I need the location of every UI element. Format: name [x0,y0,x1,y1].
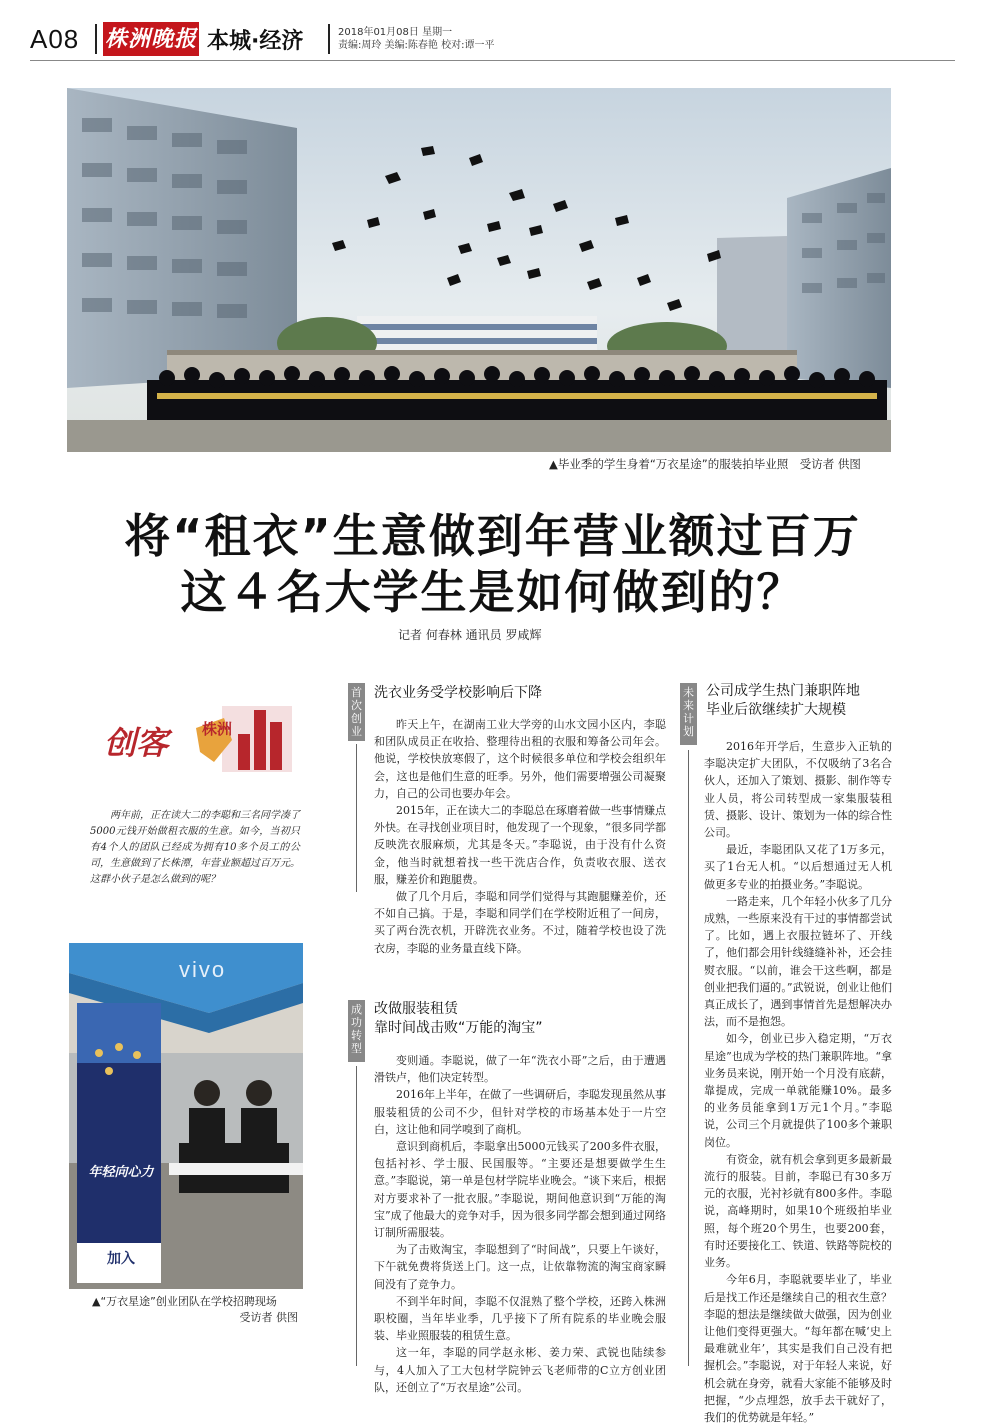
section3-paragraph: 一路走来，几个年轻小伙多了几分成熟，一些原来没有干过的事情都尝试了。比如，遇上衣服拉链坏了、开线了，他们都会用针线缝缝补补，还会挂熨衣服。“以前，谁会干这些啊，都是创业把我们逼的。”武锐说，创业让他们真正成长了，遇到事情首先是想解决办法，而不是抱怨。 [704,894,892,1029]
banner-join-text: 加入 [107,1251,135,1267]
column-rule [356,744,357,892]
section3-title-line1: 公司成学生热门兼职阵地 [706,683,860,699]
column-logo [104,700,294,774]
section1-title: 洗衣业务受学校影响后下降 [374,685,542,701]
section2-paragraph: 不到半年时间，李聪不仅混熟了整个学校，还跨入株洲职校圈，当年毕业季，几乎接下了所有院系的毕业晚会服装、毕业照服装的租赁生意。 [374,1294,666,1343]
section3-paragraph: 2016年开学后，生意步入正轨的李聪决定扩大团队，不仅吸纳了3名合伙人，还加入了策划、摄影、制作等专业人员，将公司转型成一家集服装租赁、摄影、设计、策划为一体的综合性公司。 [704,740,892,840]
section3-paragraph: 今年6月，李聪就要毕业了，毕业后是找工作还是继续自己的租衣生意？李聪的想法是继续做大做强，因为创业让他们变得更强大。“每年都在喊‘史上最难就业年’，其实是我们自己没有把握机会。”李聪说，对于年轻人来说，好机会就在身旁，就看大家能不能够及时把握，“少点埋怨，放手去干就好了，我们的优势就是年轻。” [704,1273,892,1424]
issue-editors: 责编:周玲 美编:陈春艳 校对:谭一平 [338,40,495,51]
column-rule [688,750,689,1366]
section1-paragraph: 做了几个月后，李聪和同学们觉得与其跑腿赚差价，还不如自己搞。于是，李聪和同学们在学校附近租了一间房，买了两台洗衣机，开辟洗衣业务。不过，随着学校也设了洗衣房，李聪的业务量直线下降。 [374,890,666,955]
section2-paragraph: 这一年，李聪的同学赵永彬、姜力荣、武锐也陆续参与，4人加入了工大包材学院钟云飞老师带的C立方创业团队，还创立了“万衣星途”公司。 [374,1346,666,1394]
section3-paragraph: 有资金，就有机会拿到更多最新最流行的服装。目前，李聪已有30多万元的衣服，光衬衫就有800多件。李聪说，高峰期时，如果10个班级拍毕业照，每个班20个男生，也要200套，有时还要接化工、铁道、铁路等院校的业务。 [704,1152,892,1270]
page-number: A08 [30,24,80,54]
bottom-photo-credit: 受访者 供图 [239,1311,298,1324]
byline: 记者 何春林 通讯员 罗咸辉 [398,628,542,642]
recruitment-photo [69,943,303,1289]
section1-paragraph: 昨天上午，在湖南工业大学旁的山水文园小区内，李聪和团队成员正在收拾、整理待出租的衣服和筹备公司年会。他说，学校快放寒假了，这个时候很多单位和学校会组织年会，这也是他们生意的旺季。另外，他们需要增强公司凝聚力，自己的公司也要办年会。 [374,718,666,800]
section3-title [706,682,860,720]
section3-paragraph: 最近，李聪团队又花了1万多元，买了1台无人机。“以后想通过无人机做更多专业的拍摄业务。”李聪说。 [704,843,892,891]
top-photo-caption-text: ▲毕业季的学生身着“万衣星途”的服装拍毕业照 [549,457,789,471]
intro-paragraph: 两年前，正在读大二的李聪和三名同学凑了5000元钱开始做租衣服的生意。如今，当初只有4个人的团队已经成为拥有10多个员工的公司，生意做到了长株潭，年营业额超过百万元。这群小伙子是怎么做到的呢？ [90,810,300,885]
section1-paragraph: 2015年，正在读大二的李聪总在琢磨着做一些事情赚点外快。在寻找创业项目时，他发现了一个现象，“很多同学都反映洗衣服麻烦，尤其是冬天。”李聪说，由于没有什么资金，他当时就想着找一些干洗店合作，负责收衣服、送衣服，赚差价和跑腿费。 [374,804,666,886]
section2-paragraph: 意识到商机后，李聪拿出5000元钱买了200多件衣服，包括衬衫、学士服、民国服等。“主要还是想要做学生生意。”李聪说，第一单是包材学院毕业晚会。“谈下来后，根据对方要求补了一批衣服。”李聪说，期间他意识到“万能的淘宝”成了他最大的竞争对手，因为很多同学都会想到通过网络订制所需服装。 [374,1140,666,1240]
header-rule [30,60,955,61]
section2-title-line2: 靠时间战击败“万能的淘宝” [374,1020,543,1036]
section1-body [374,716,666,957]
graduation-illustration [67,88,891,452]
section3-paragraph: 如今，创业已步入稳定期，“万衣星途”也成为学校的热门兼职阵地。“拿业务员来说，刚开始一个月没有底薪，靠提成，完成一单就能赚10%。最多的业务员能拿到1万元1个月。”李聪说，公司三个月就提供了100多个兼职岗位。 [704,1032,892,1149]
section2-paragraph: 变则通。李聪说，做了一年“洗衣小哥”之后，由于遭遇滑铁卢，他们决定转型。 [374,1054,666,1085]
headline-line2: 这４名大学生是如何做到的？ [180,565,805,619]
section2-paragraph: 为了击败淘宝，李聪想到了“时间战”，只要上午谈好，下午就免费将货送上门。这一点，让依靠物流的淘宝商家瞬间没有了竞争力。 [374,1243,666,1291]
header-divider [95,24,97,54]
section3-tag: 未来计划 [680,683,697,745]
top-photo-caption [549,456,861,472]
issue-meta [338,26,494,52]
header-divider [328,24,330,54]
newspaper-logo: 株洲晚报 [103,22,199,56]
bottom-photo-caption [92,1294,304,1326]
graduation-photo [67,88,891,452]
top-photo-credit: 受访者 供图 [799,457,861,471]
section2-title-line1: 改做服装租赁 [374,1001,458,1017]
column-logo-text2: 株洲 [202,720,233,738]
left-building [67,88,297,388]
section3-title-line2: 毕业后欲继续扩大规模 [706,702,846,718]
tent-brand-text: vivo [179,957,227,982]
section2-tag: 成功转型 [348,1000,365,1062]
headline-line1: 将“租衣”生意做到年营业额过百万 [124,509,861,563]
section-title: 本城·经济 [207,29,304,54]
page-header [0,18,985,58]
bottom-photo-caption-text: ▲“万衣星途”创业团队在学校招聘现场 [92,1295,277,1308]
issue-date: 2018年01月08日 星期一 [338,27,453,38]
recruitment-illustration [69,943,303,1289]
banner-slogan: 年轻向心力 [88,1165,154,1180]
section3-body [704,738,892,1426]
column-rule [356,1066,357,1366]
column-logo-text1: 创客 [104,724,169,762]
section2-body [374,1052,666,1396]
section1-tag: 首次创业 [348,683,365,741]
section2-title [374,1000,543,1038]
section2-paragraph: 2016年上半年，在做了一些调研后，李聪发现虽然从事服装租赁的公司不少，但针对学校的市场基本处于一片空白，这让他和同学嗅到了商机。 [374,1088,666,1136]
